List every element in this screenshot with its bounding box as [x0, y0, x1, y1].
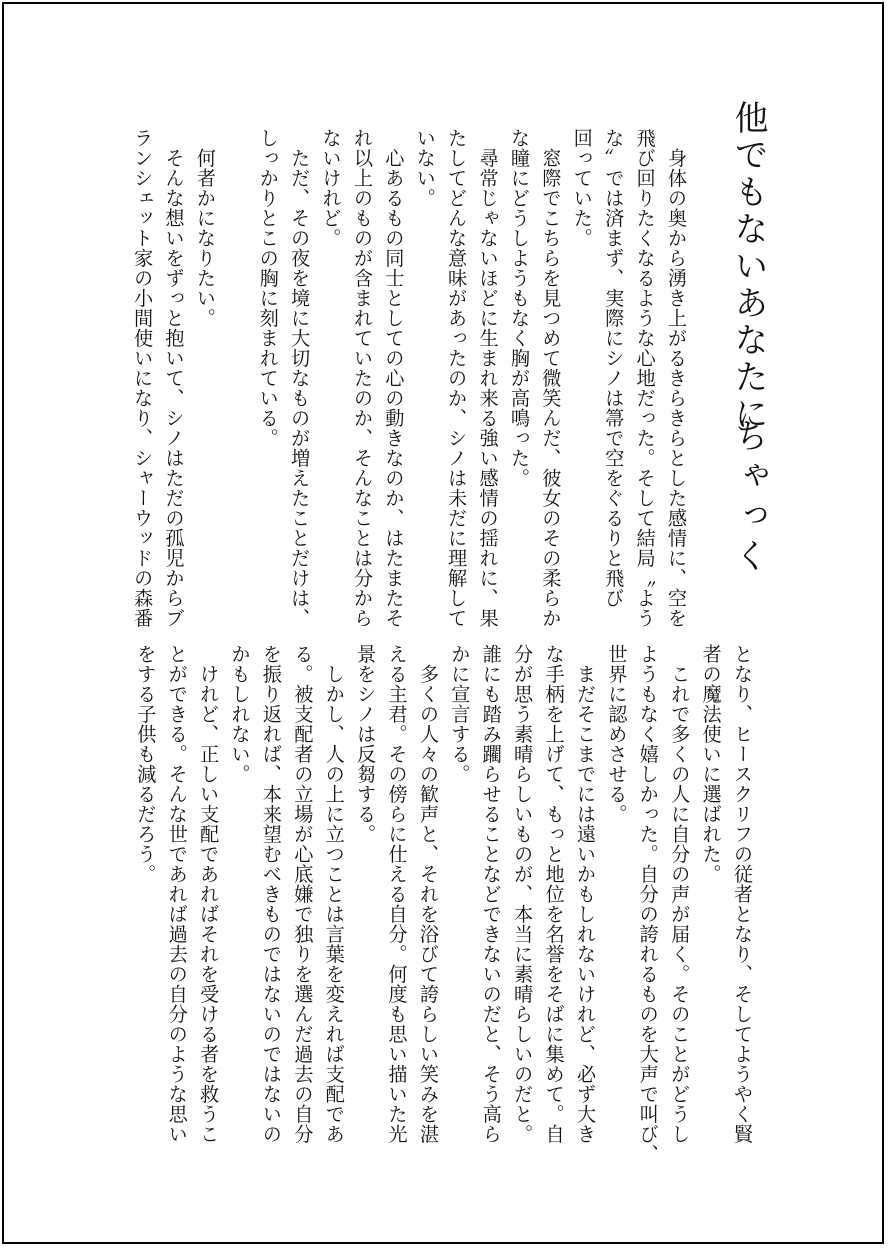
text-line: しかし、人の上に立つことは言葉を変えれば支配であ [322, 644, 346, 1144]
text-line: 何者かになりたい。 [193, 128, 217, 328]
text-line: 飛び回りたくなるような心地だった。そして結局〝よう [633, 128, 657, 628]
text-line: いない。 [413, 128, 437, 208]
text-line [221, 128, 252, 608]
text-line: をする子供も減るだろう。 [134, 644, 158, 884]
text-line: を振り返れば、本来望むべきものではないのではないの [259, 644, 283, 1144]
body-text-upper [127, 128, 692, 628]
text-line: れ以上のものが含まれていたのか、そんなことは分から [350, 128, 374, 628]
text-line: 心あるもの同士としての心の動きなのか、はたまたそ [382, 128, 406, 628]
text-line: かもしれない。 [228, 644, 252, 784]
text-line: かに宣言する。 [448, 644, 472, 784]
text-line: る。被支配者の立場が心底嫌で独りを選んだ過去の自分 [291, 644, 315, 1144]
text-line: そんな想いをずっと抱いて、シノはただの孤児からブ [162, 128, 186, 628]
text-line: まだそこまでには遠いかもしれないけれど、必ず大き [573, 644, 597, 1144]
text-line: 回っていた。 [570, 128, 594, 248]
text-line: しっかりとこの胸に刻まれている。 [256, 128, 280, 448]
text-line: 多くの人々の歓声と、それを浴びて誇らしい笑みを湛 [416, 644, 440, 1144]
story-title: 他でもないあなたに [728, 100, 768, 433]
text-line: 世界に認めさせる。 [605, 644, 629, 824]
body-text-lower [130, 644, 758, 1164]
text-line: たしてどんな意味があったのか、シノは未だに理解して [445, 128, 469, 628]
text-line: 景をシノは反芻する。 [354, 644, 378, 844]
text-line: 尋常じゃないほどに生まれ来る強い感情の揺れに、果 [476, 128, 500, 628]
text-line: けれど、正しい支配であればそれを受ける者を救うこ [197, 644, 221, 1144]
text-line: 身体の奥から湧き上がるきらきらとした感情に、空を [665, 128, 688, 628]
text-line: これで多くの人に自分の声が届く。そのことがどうし [668, 644, 692, 1144]
text-line: 誰にも踏み躙らせることなどできないのだと、そう高ら [479, 644, 503, 1144]
author-name: ちゃっく [728, 418, 768, 578]
text-line: 窓際でこちらを見つめて微笑んだ、彼女のその柔らか [539, 128, 563, 628]
text-line: ただ、その夜を境に大切なものが増えたことだけは、 [288, 128, 312, 628]
text-line: ようもなく嬉しかった。自分の誇れるものを大声で叫び、 [636, 644, 660, 1164]
text-line: ランシェット家の小間使いになり、シャーウッドの森番 [131, 128, 155, 628]
text-line: な瞳にどうしようもなく胸が高鳴った。 [507, 128, 531, 488]
text-line: 者の魔法使いに選ばれた。 [699, 644, 723, 884]
text-line: ないけれど。 [319, 128, 343, 248]
text-line: 分が思う素晴らしいものが、本当に素晴らしいのだと。 [511, 644, 535, 1144]
text-line: とができる。そんな世であれば過去の自分のような思い [165, 644, 189, 1144]
text-line: となり、ヒースクリフの従者となり、そしてようやく賢 [731, 644, 754, 1144]
text-line: な〟では済まず、実際にシノは箒で空をぐるりと飛び [602, 128, 626, 608]
text-line: える主君。その傍らに仕える自分。何度も思い描いた光 [385, 644, 409, 1144]
text-line: な手柄を上げて、もっと地位を名誉をそばに集めて。自 [542, 644, 566, 1144]
